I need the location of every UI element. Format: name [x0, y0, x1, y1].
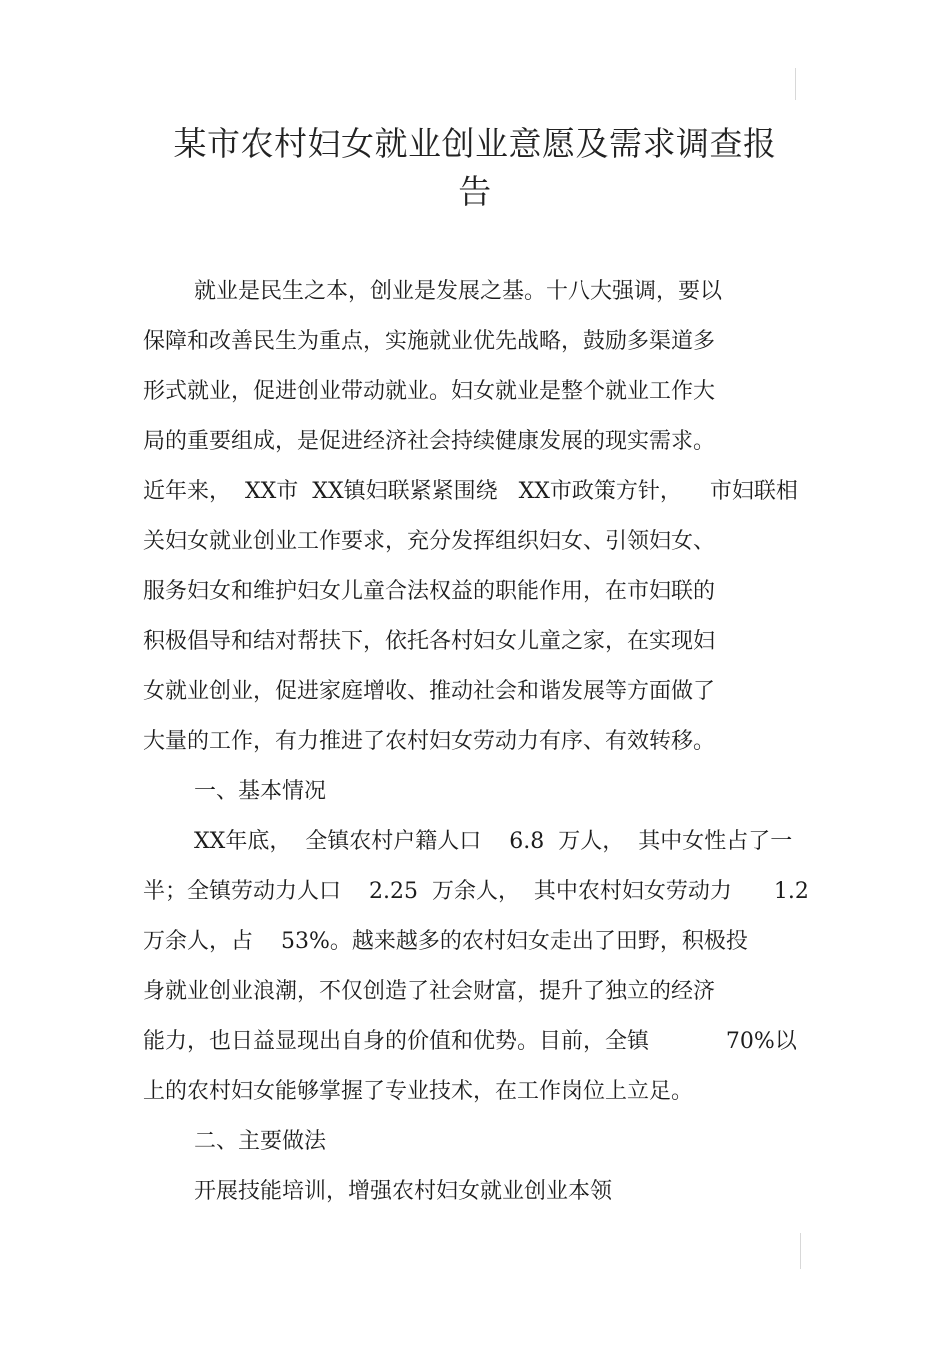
subsection-heading: 开展技能培训，增强农村妇女就业创业本领 [194, 1179, 613, 1204]
body-line: 形式就业，促进创业带动就业。妇女就业是整个就业工作大 [143, 379, 716, 404]
body-line: 身就业创业浪潮，不仅创造了社会财富，提升了独立的经济 [143, 979, 716, 1004]
body-line: 局的重要组成，是促进经济社会持续健康发展的现实需求。 [143, 429, 716, 454]
section-heading-basic: 一、基本情况 [194, 779, 327, 804]
body-line: 就业是民生之本，创业是发展之基。十八大强调，要以 [194, 279, 723, 304]
section-heading-methods: 二、主要做法 [194, 1129, 327, 1154]
body-line: 女就业创业，促进家庭增收、推动社会和谐发展等方面做了 [143, 679, 716, 704]
body-line: 能力，也日益显现出自身的价值和优势。目前，全镇 70%以 [143, 1029, 797, 1054]
body-line: 近年来， XX市 XX镇妇联紧紧围绕 XX市政策方针， 市妇联相 [143, 479, 798, 504]
body-line: 服务妇女和维护妇女儿童合法权益的职能作用，在市妇联的 [143, 579, 716, 604]
page-margin-mark-top [795, 68, 796, 100]
body-line: XX年底， 全镇农村户籍人口 6.8 万人， 其中女性占了一 [194, 829, 793, 854]
body-line: 上的农村妇女能够掌握了专业技术，在工作岗位上立足。 [143, 1079, 694, 1104]
document-title-continuation: 告 [458, 172, 492, 211]
body-line: 万余人，占 53%。越来越多的农村妇女走出了田野，积极投 [143, 929, 748, 954]
body-line: 关妇女就业创业工作要求，充分发挥组织妇女、引领妇女、 [143, 529, 716, 554]
document-title: 某市农村妇女就业创业意愿及需求调查报 [173, 124, 777, 163]
body-line: 积极倡导和结对帮扶下，依托各村妇女儿童之家，在实现妇 [143, 629, 716, 654]
page-margin-mark-bottom [800, 1233, 801, 1269]
body-line: 半；全镇劳动力人口 2.25 万余人， 其中农村妇女劳动力 1.2 [143, 879, 809, 904]
body-line: 保障和改善民生为重点，实施就业优先战略，鼓励多渠道多 [143, 329, 716, 354]
body-line: 大量的工作，有力推进了农村妇女劳动力有序、有效转移。 [143, 729, 716, 754]
